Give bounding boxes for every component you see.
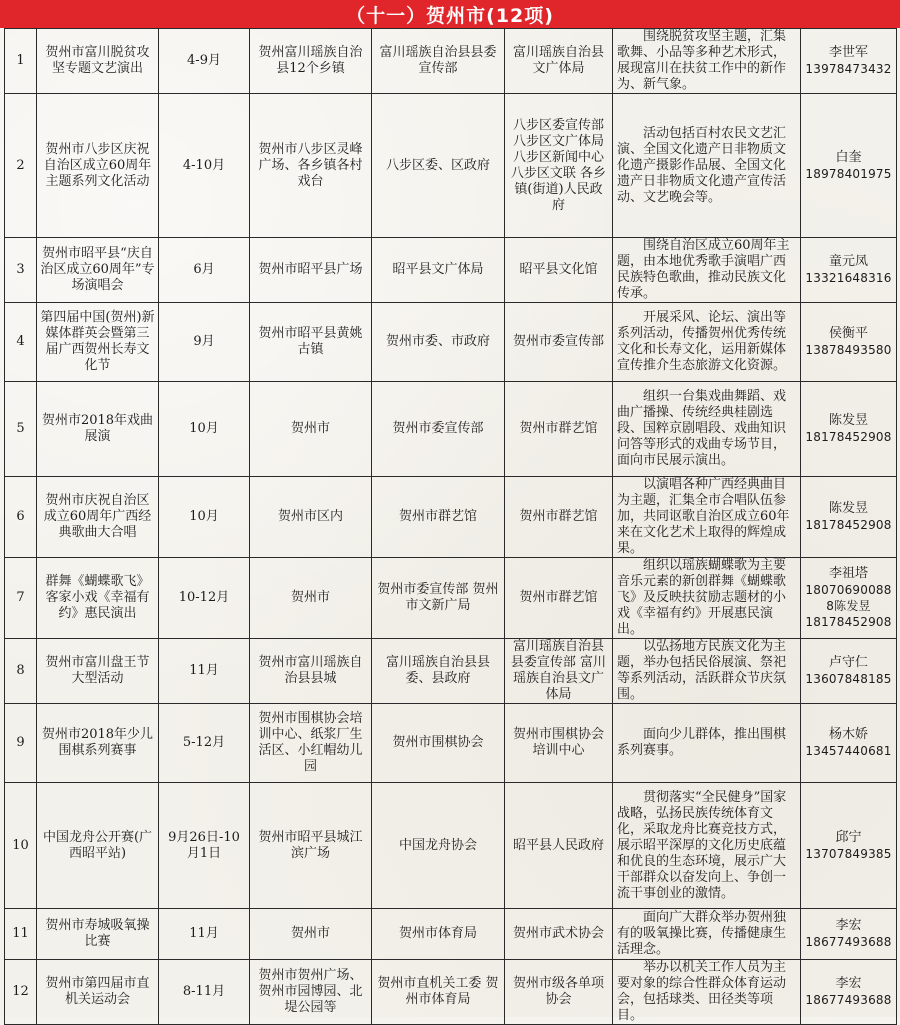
- row-number: 10: [5, 783, 37, 909]
- row-number: 1: [5, 29, 37, 94]
- event-host: 贺州市围棋协会: [372, 704, 505, 783]
- event-contact: [801, 960, 897, 1025]
- table-row: [5, 94, 897, 238]
- event-time: 11月: [159, 909, 250, 960]
- contact-phone: 18677493688: [805, 993, 892, 1007]
- event-name: 贺州市昭平县“庆自治区成立60周年”专场演唱会: [37, 238, 159, 303]
- event-name: 第四届中国(贺州)新媒体群英会暨第三届广西贺州长寿文化节: [37, 303, 159, 382]
- event-time: 9月: [159, 303, 250, 382]
- event-contact: [801, 238, 897, 303]
- table-row: [5, 704, 897, 783]
- table-row: [5, 477, 897, 558]
- event-venue: 贺州市: [250, 909, 372, 960]
- event-time: 5-12月: [159, 704, 250, 783]
- event-organizer: 贺州市委宣传部: [505, 303, 613, 382]
- contact-phone: 18677493688: [805, 935, 892, 949]
- row-number: 7: [5, 558, 37, 639]
- event-description: 组织一台集戏曲舞蹈、戏曲广播操、传统经典桂剧选段、国粹京剧唱段、戏曲知识问答等形式的戏曲专场节目，面向市民展示演出。: [613, 382, 801, 477]
- contact-phone: 13707849385: [805, 846, 892, 861]
- event-contact: [801, 29, 897, 94]
- contact-name: 李宏: [835, 918, 862, 933]
- row-number: 9: [5, 704, 37, 783]
- event-contact: [801, 382, 897, 477]
- event-contact: [801, 783, 897, 909]
- event-description: 组织以瑶族蝴蝶歌为主要音乐元素的新创群舞《蝴蝶歌飞》及反映扶贫励志题材的小戏《幸福有约》开展惠民演出。: [613, 558, 801, 639]
- contact-phone: 13878493580: [805, 343, 892, 357]
- event-organizer: 富川瑶族自治县县委宣传部 富川瑶族自治县文广体局: [505, 639, 613, 704]
- event-name: 贺州市2018年少儿围棋系列赛事: [37, 704, 159, 783]
- contact-name: 卢守仁: [828, 655, 868, 670]
- event-organizer: 八步区委宣传部 八步区文广体局 八步区新闻中心 八步区文联 各乡镇(街道)人民政府: [505, 94, 613, 238]
- contact-name: 童元凤: [828, 254, 868, 269]
- event-time: 10月: [159, 382, 250, 477]
- table-row: [5, 783, 897, 909]
- event-description: 活动包括百村农民文艺汇演、全国文化遗产日非物质文化遗产摄影作品展、全国文化遗产日非物质文化遗产宣传活动、文艺晚会等。: [613, 94, 801, 238]
- event-venue: 贺州市昭平县黄姚古镇: [250, 303, 372, 382]
- event-host: 贺州市体育局: [372, 909, 505, 960]
- event-name: 群舞《蝴蝶歌飞》客家小戏《幸福有约》惠民演出: [37, 558, 159, 639]
- contact-phone: 13978473432: [805, 62, 892, 76]
- table-row: [5, 303, 897, 382]
- event-contact: [801, 639, 897, 704]
- event-contact: [801, 909, 897, 960]
- event-host: 富川瑶族自治县县委宣传部: [372, 29, 505, 94]
- contact-name: 李世军: [828, 45, 868, 60]
- event-host: 贺州市委、市政府: [372, 303, 505, 382]
- event-description: 贯彻落实“全民健身”国家战略，弘扬民族传统体育文化，采取龙舟比赛竞技方式，展示昭平深厚的文化历史底蕴和优良的生态环境，展示广大干部群众以奋发向上、争创一流干事创业的激情。: [613, 783, 801, 909]
- event-organizer: 昭平县文化馆: [505, 238, 613, 303]
- contact-name: 杨木娇: [828, 727, 868, 742]
- row-number: 8: [5, 639, 37, 704]
- event-venue: 贺州市围棋协会培训中心、纸浆厂生活区、小红帽幼儿园: [250, 704, 372, 783]
- table-row: [5, 558, 897, 639]
- event-contact: [801, 303, 897, 382]
- event-host: 八步区委、区政府: [372, 94, 505, 238]
- event-description: 举办以机关工作人员为主要对象的综合性群众体育运动会，包括球类、田径类等项目。: [613, 960, 801, 1025]
- event-host: 贺州市直机关工委 贺州市体育局: [372, 960, 505, 1025]
- event-venue: 贺州市: [250, 382, 372, 477]
- event-organizer: 贺州市群艺馆: [505, 558, 613, 639]
- event-venue: 贺州市八步区灵峰广场、各乡镇各村戏台: [250, 94, 372, 238]
- event-venue: 贺州市: [250, 558, 372, 639]
- event-time: 11月: [159, 639, 250, 704]
- contact-phone: 13321648316: [805, 271, 892, 285]
- table-row: [5, 238, 897, 303]
- contact-phone: 18070690088 8陈发昱 18178452908: [805, 583, 892, 629]
- contact-phone: 13607848185: [805, 672, 892, 686]
- contact-name: 陈发昱: [828, 501, 868, 516]
- event-host: 贺州市群艺馆: [372, 477, 505, 558]
- row-number: 5: [5, 382, 37, 477]
- event-description: 围绕自治区成立60周年主题，由本地优秀歌手演唱广西民族特色歌曲，推动民族文化传承。: [613, 238, 801, 303]
- contact-name: 侯衡平: [828, 326, 868, 341]
- events-table: [4, 28, 897, 1025]
- event-venue: 贺州市昭平县城江滨广场: [250, 783, 372, 909]
- event-name: 贺州市富川脱贫攻坚专题文艺演出: [37, 29, 159, 94]
- event-name: 贺州市2018年戏曲展演: [37, 382, 159, 477]
- contact-name: 白奎: [835, 149, 862, 165]
- event-venue: 贺州市贺州广场、贺州市园博园、北堤公园等: [250, 960, 372, 1025]
- event-venue: 贺州富川瑶族自治县12个乡镇: [250, 29, 372, 94]
- contact-name: 李宏: [835, 976, 862, 991]
- contact-phone: 18178452908: [805, 430, 892, 444]
- event-host: 贺州市委宣传部: [372, 382, 505, 477]
- event-organizer: 贺州市武术协会: [505, 909, 613, 960]
- event-time: 8-11月: [159, 960, 250, 1025]
- row-number: 12: [5, 960, 37, 1025]
- section-title: （十一）贺州市(12项): [0, 0, 900, 28]
- event-name: 贺州市第四届市直机关运动会: [37, 960, 159, 1025]
- event-organizer: 昭平县人民政府: [505, 783, 613, 909]
- event-contact: [801, 477, 897, 558]
- table-row: [5, 639, 897, 704]
- event-host: 昭平县文广体局: [372, 238, 505, 303]
- event-time: 6月: [159, 238, 250, 303]
- table-row: [5, 960, 897, 1025]
- event-organizer: 贺州市群艺馆: [505, 382, 613, 477]
- event-name: 中国龙舟公开赛(广西昭平站): [37, 783, 159, 909]
- row-number: 2: [5, 94, 37, 238]
- event-name: 贺州市八步区庆祝自治区成立60周年主题系列文化活动: [37, 94, 159, 238]
- row-number: 6: [5, 477, 37, 558]
- row-number: 3: [5, 238, 37, 303]
- event-time: 4-10月: [159, 94, 250, 238]
- event-contact: [801, 558, 897, 639]
- contact-phone: 18978401975: [805, 166, 892, 181]
- contact-phone: 13457440681: [805, 744, 892, 758]
- event-name: 贺州市富川盘王节大型活动: [37, 639, 159, 704]
- table-row: [5, 29, 897, 94]
- event-time: 9月26日-10月1日: [159, 783, 250, 909]
- event-organizer: 贺州市级各单项协会: [505, 960, 613, 1025]
- event-host: 贺州市委宣传部 贺州市文新广局: [372, 558, 505, 639]
- event-time: 10-12月: [159, 558, 250, 639]
- table-row: [5, 382, 897, 477]
- contact-name: 陈发昱: [828, 413, 868, 428]
- event-time: 4-9月: [159, 29, 250, 94]
- event-description: 围绕脱贫攻坚主题，汇集歌舞、小品等多种艺术形式，展现富川在扶贫工作中的新作为、新气象。: [613, 29, 801, 94]
- event-description: 开展采风、论坛、演出等系列活动，传播贺州优秀传统文化和长寿文化，运用新媒体宣传推介生态旅游文化资源。: [613, 303, 801, 382]
- event-description: 以弘扬地方民族文化为主题，举办包括民俗展演、祭祀等系列活动，活跃群众节庆氛围。: [613, 639, 801, 704]
- event-organizer: 贺州市围棋协会培训中心: [505, 704, 613, 783]
- event-description: 面向广大群众举办贺州独有的吸氧操比赛，传播健康生活理念。: [613, 909, 801, 960]
- event-name: 贺州市庆祝自治区成立60周年广西经典歌曲大合唱: [37, 477, 159, 558]
- event-contact: [801, 704, 897, 783]
- row-number: 4: [5, 303, 37, 382]
- event-host: 富川瑶族自治县县委、县政府: [372, 639, 505, 704]
- contact-name: 李祖塔: [828, 566, 868, 581]
- table-row: [5, 909, 897, 960]
- contact-phone: 18178452908: [805, 518, 892, 532]
- contact-name: 邱宁: [835, 829, 862, 845]
- event-venue: 贺州市区内: [250, 477, 372, 558]
- event-contact: [801, 94, 897, 238]
- event-time: 10月: [159, 477, 250, 558]
- event-venue: 贺州市昭平县广场: [250, 238, 372, 303]
- row-number: 11: [5, 909, 37, 960]
- event-name: 贺州市寿城吸氧操比赛: [37, 909, 159, 960]
- event-venue: 贺州市富川瑶族自治县县城: [250, 639, 372, 704]
- event-organizer: 贺州市群艺馆: [505, 477, 613, 558]
- event-host: 中国龙舟协会: [372, 783, 505, 909]
- event-organizer: 富川瑶族自治县文广体局: [505, 29, 613, 94]
- event-description: 以演唱各种广西经典曲目为主题，汇集全市合唱队伍参加，共同讴歌自治区成立60年来在文化艺术上取得的辉煌成果。: [613, 477, 801, 558]
- event-description: 面向少儿群体，推出围棋系列赛事。: [613, 704, 801, 783]
